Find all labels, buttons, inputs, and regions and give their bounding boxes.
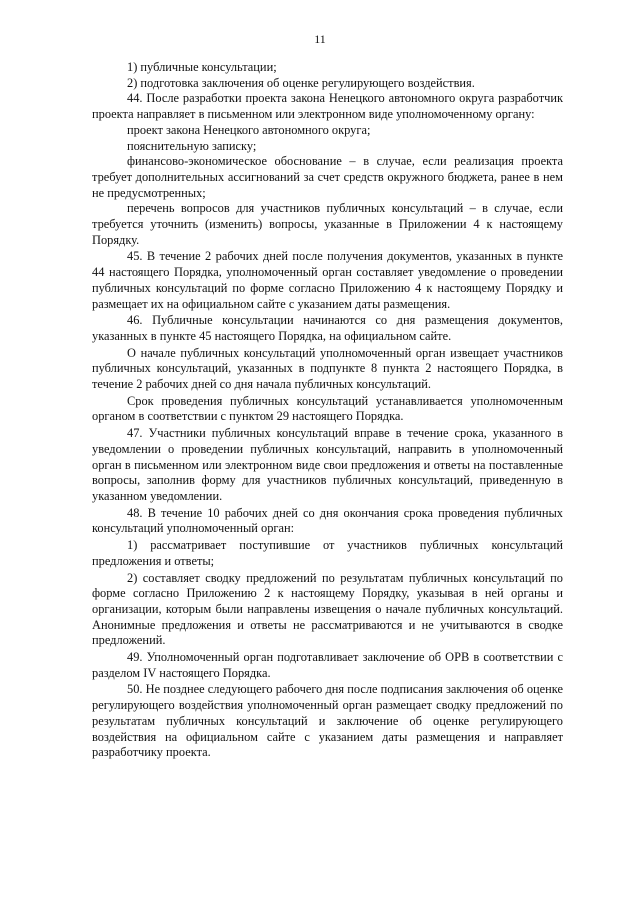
paragraph-item-2: 2) подготовка заключения об оценке регулирующего воздействия. bbox=[127, 75, 475, 90]
paragraph-48: 48. В течение 10 рабочих дней со дня окончания срока проведения публичных консультаций уполномоченный орган: bbox=[92, 505, 563, 536]
document-body bbox=[92, 60, 563, 761]
paragraph-list-draft-law: проект закона Ненецкого автономного округа; bbox=[127, 122, 371, 137]
paragraph-48-item-1: 1) рассматривает поступившие от участников публичных консультаций предложения и ответы; bbox=[92, 538, 563, 568]
paragraph-50: 50. Не позднее следующего рабочего дня после подписания заключения об оценке регулирующего воздействия уполномоченный орган размещает сводку предложений по результатам публичных консультаций и заключение об оценке регулирующего воздействия на официальном сайте с указанием даты размещения и направляет разработчику проекта. bbox=[92, 682, 563, 760]
paragraph-48-item-2: 2) составляет сводку предложений по результатам публичных консультаций по форме согласно Приложению 2 к настоящему Порядку, указывая в ней органы и организации, которым были направлены извещения о начале публичных консультаций. Анонимные предложения и ответы не рассматриваются и не учитываются в сводке предложений. bbox=[92, 570, 563, 648]
paragraph-list-explanatory-note: пояснительную записку; bbox=[127, 138, 257, 153]
paragraph-46-notice: О начале публичных консультаций уполномоченный орган извещает участников публичных консультаций, указанных в подпункте 8 пункта 2 настоящего Порядка, в течение 2 рабочих дней со дня начала публичных консультаций. bbox=[92, 345, 563, 392]
paragraph-46: 46. Публичные консультации начинаются со дня размещения документов, указанных в пункте 45 настоящего Порядка, на официальном сайте. bbox=[92, 313, 563, 343]
paragraph-list-financial-justification: финансово-экономическое обоснование – в случае, если реализация проекта требует дополнительных ассигнований за счет средств окружного бюджета, ранее в нем не предусмотренных; bbox=[92, 154, 563, 200]
paragraph-45: 45. В течение 2 рабочих дней после получения документов, указанных в пункте 44 настоящего Порядка, уполномоченный орган составляет уведомление о проведении публичных консультаций по форме согласно Приложению 4 к настоящему Порядку и размещает их на официальном сайте с указанием даты размещения. bbox=[92, 249, 563, 311]
paragraph-47: 47. Участники публичных консультаций вправе в течение срока, указанного в уведомлении о проведении публичных консультаций, направить в уполномоченный орган в письменном или электронном виде свои предложения и ответы на поставленные вопросы, заполнив форму для участников публичных консультаций, приведенную в указанном уведомлении. bbox=[92, 426, 563, 503]
paragraph-49: 49. Уполномоченный орган подготавливает заключение об ОРВ в соответствии с разделом IV настоящего Порядка. bbox=[92, 650, 563, 680]
paragraph-list-questions: перечень вопросов для участников публичных консультаций – в случае, если требуется уточнить (изменить) вопросы, указанные в Приложении 4 к настоящему Порядку. bbox=[92, 201, 563, 247]
paragraph-item-1: 1) публичные консультации; bbox=[127, 60, 277, 74]
paragraph-44: 44. После разработки проекта закона Ненецкого автономного округа разработчик проекта направляет в письменном или электронном виде уполномоченному органу: bbox=[92, 91, 563, 122]
paragraph-46-term: Срок проведения публичных консультаций устанавливается уполномоченным органом в соответствии с пунктом 29 настоящего Порядка. bbox=[92, 393, 563, 424]
page-number: 11 bbox=[314, 32, 326, 46]
